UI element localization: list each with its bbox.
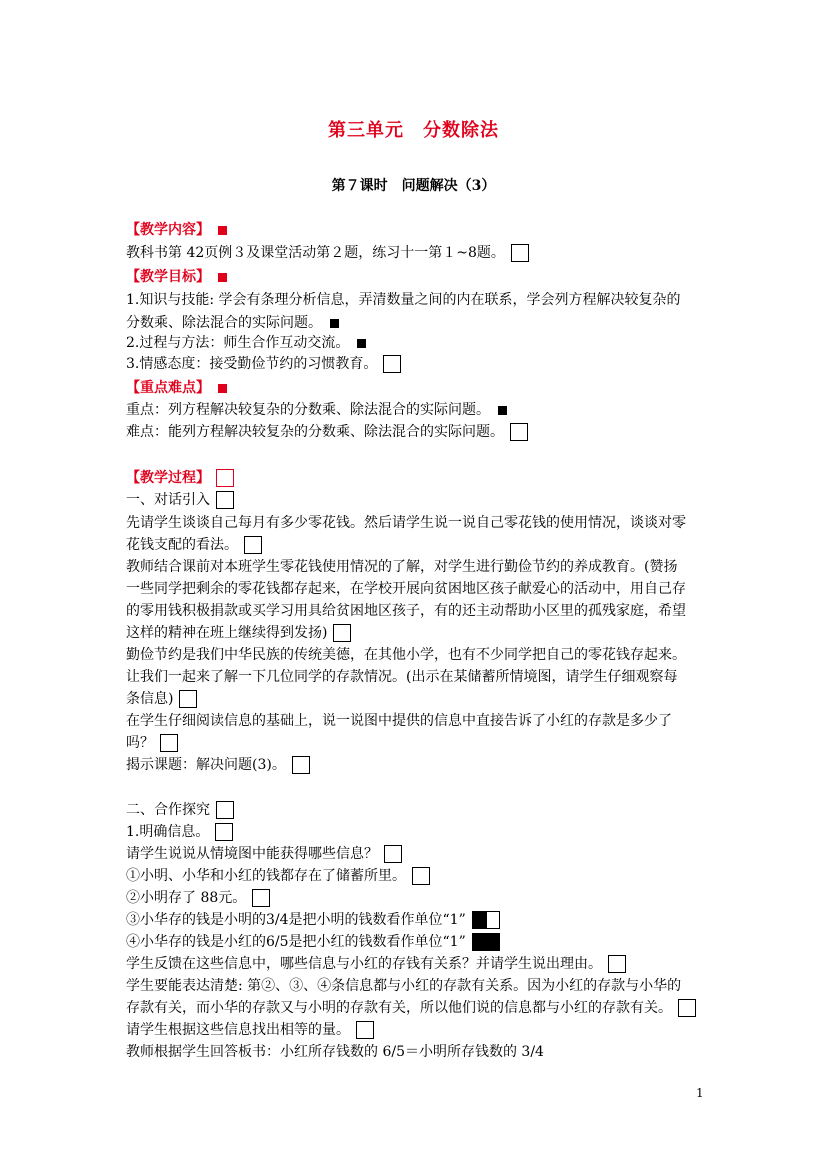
section-content-head: 【教学内容】: [126, 220, 227, 240]
explore-line: ③小华存的钱是小明的3/4是把小明的钱数看作单位“1”: [126, 910, 500, 930]
black-square-icon: [357, 339, 366, 348]
process-line: 先请学生谈谈自己每月有多少零花钱。然后请学生说一说自己零花钱的使用情况，谈谈对零: [126, 515, 686, 531]
process-line: 一、对话引入: [126, 490, 234, 510]
explore-line: 请学生根据这些信息找出相等的量。: [126, 1020, 374, 1040]
process-line: 条信息): [126, 689, 197, 709]
process-line: 揭示课题：解决问题(3)。: [126, 755, 310, 775]
explore-line: 存款有关，而小华的存款又与小明的存款有关，所以他们说的信息都与小红的存款有关。: [126, 998, 696, 1018]
checkbox-icon[interactable]: [608, 955, 626, 973]
process-line: 一些同学把剩余的零花钱都存起来，在学校开展向贫困地区孩子献爱心的活动中，用自己存: [126, 581, 686, 597]
goal-2: 2.过程与方法：师生合作互动交流。: [126, 333, 366, 353]
black-square-icon: [330, 319, 339, 328]
explore-line: 请学生说说从情境图中能获得哪些信息？: [126, 844, 402, 864]
page-number: 1: [696, 1086, 704, 1100]
content-text: 教科书第 42页例３及课堂活动第２题，练习十一第１~8题。: [126, 243, 529, 263]
process-line: 花钱支配的看法。: [126, 535, 262, 555]
process-line: 让我们一起来了解一下几位同学的存款情况。(出示在某储蓄所情境图，请学生仔细观察每: [126, 669, 678, 685]
key-point: 重点：列方程解决较复杂的分数乘、除法混合的实际问题。: [126, 400, 507, 420]
difficult-point: 难点：能列方程解决较复杂的分数乘、除法混合的实际问题。: [126, 422, 528, 442]
section-process-head: 【教学过程】: [126, 468, 234, 488]
marker-pair-icon: [472, 932, 500, 952]
process-line: 教师结合课前对本班学生零花钱使用情况的了解，对学生进行勤俭节约的养成教育。(赞扬: [126, 559, 678, 575]
checkbox-icon[interactable]: [383, 355, 401, 373]
red-square-icon: [218, 384, 227, 393]
explore-line: ②小明存了 88元。: [126, 888, 270, 908]
explore-line: 1.明确信息。: [126, 822, 233, 842]
checkbox-icon[interactable]: [678, 999, 696, 1017]
process-line: 在学生仔细阅读信息的基础上，说一说图中提供的信息中直接告诉了小红的存款是多少了: [126, 713, 672, 729]
checkbox-icon[interactable]: [252, 889, 270, 907]
checkbox-icon[interactable]: [216, 491, 234, 509]
checkbox-icon[interactable]: [216, 469, 234, 487]
red-square-icon: [218, 273, 227, 282]
explore-line: 学生反馈在这些信息中，哪些信息与小红的存钱有关系？并请学生说出理由。: [126, 954, 626, 974]
checkbox-icon[interactable]: [511, 244, 529, 262]
process-line: 这样的精神在班上继续得到发扬): [126, 623, 351, 643]
unit-title: 第三单元 分数除法: [328, 120, 499, 141]
checkbox-icon[interactable]: [160, 734, 178, 752]
checkbox-icon[interactable]: [356, 1021, 374, 1039]
checkbox-icon[interactable]: [179, 690, 197, 708]
checkbox-icon[interactable]: [412, 867, 430, 885]
process-line: 勤俭节约是我们中华民族的传统美德，在其他小学，也有不少同学把自己的零花钱存起来。: [126, 647, 686, 663]
checkbox-icon[interactable]: [244, 536, 262, 554]
marker-pair-icon: [472, 910, 500, 930]
explore-line: 二、合作探究: [126, 800, 234, 820]
red-square-icon: [218, 226, 227, 235]
checkbox-icon[interactable]: [333, 624, 351, 642]
checkbox-icon[interactable]: [510, 423, 528, 441]
process-line: 的零用钱积极捐款或买学习用具给贫困地区孩子，有的还主动帮助小区里的孤残家庭，希望: [126, 603, 686, 619]
checkbox-icon[interactable]: [215, 823, 233, 841]
checkbox-icon[interactable]: [292, 756, 310, 774]
checkbox-icon[interactable]: [216, 801, 234, 819]
explore-line: 学生要能表达清楚: 第②、③、④条信息都与小红的存款有关系。因为小红的存款与小华的: [126, 978, 682, 994]
lesson-subtitle: 第７课时 问题解决（3）: [331, 178, 496, 194]
process-line: 吗？: [126, 733, 178, 753]
goal-1b: 分数乘、除法混合的实际问题。: [126, 313, 339, 333]
goal-3: 3.情感态度：接受勤俭节约的习惯教育。: [126, 354, 401, 374]
black-square-icon: [498, 406, 507, 415]
goal-1a: 1.知识与技能: 学会有条理分析信息，弄清数量之间的内在联系，学会列方程解决较复杂的: [126, 292, 681, 308]
explore-line: ④小华存的钱是小红的6/5是把小红的钱数看作单位“1”: [126, 932, 500, 952]
explore-line: 教师根据学生回答板书：小红所存钱数的 6/5＝小明所存钱数的 3/4: [126, 1044, 544, 1060]
section-key-head: 【重点难点】: [126, 378, 227, 398]
section-goals-head: 【教学目标】: [126, 267, 227, 287]
explore-line: ①小明、小华和小红的钱都存在了储蓄所里。: [126, 866, 430, 886]
checkbox-icon[interactable]: [384, 845, 402, 863]
